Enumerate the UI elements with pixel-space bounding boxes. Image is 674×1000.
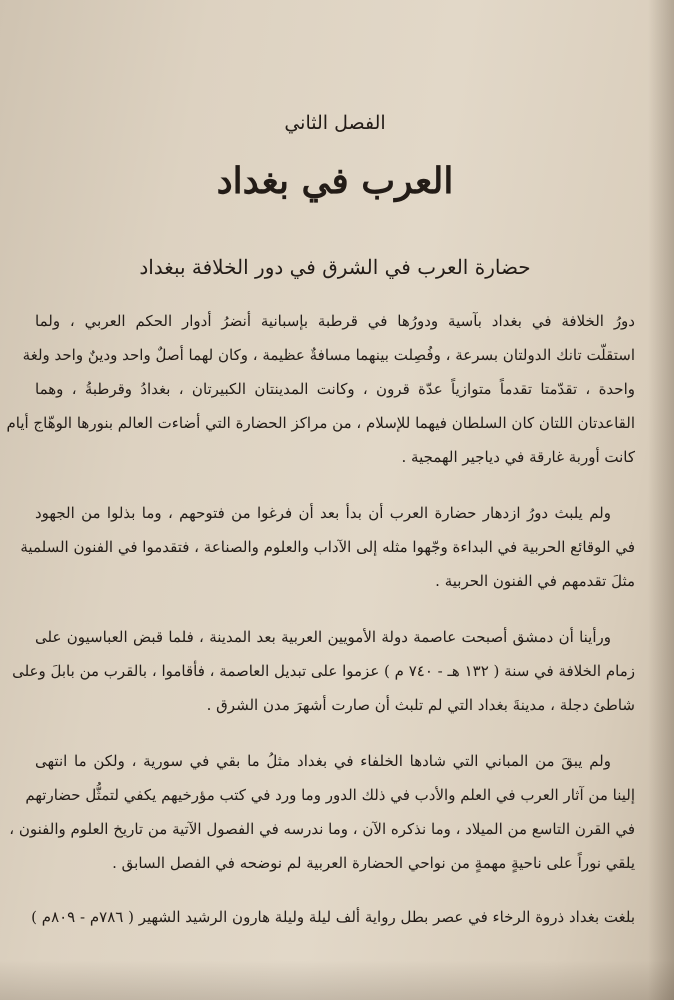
- body-line: دورُ الخلافة في بغداد بآسية ودورُها في قرطبة بإسبانية أنضرُ أدوار الحكم العربي ، ولما: [35, 312, 635, 330]
- section-heading: حضارة العرب في الشرق في دور الخلافة ببغداد: [139, 255, 531, 279]
- body-line: يلقي نوراً على ناحيةٍ مهمةٍ من نواحي الحضارة العربية لم نوضحه في الفصل السابق .: [112, 854, 635, 872]
- chapter-label: الفصل الثاني: [284, 112, 386, 134]
- body-line: كانت أوربة غارقة في دياجير الهمجية .: [401, 448, 635, 466]
- body-line: استقلّت تانك الدولتان بسرعة ، وفُصِلت بينهما مسافةٌ عظيمة ، وكان لهما أصلٌ واحد ودينٌ واحد ولغة: [22, 346, 635, 364]
- body-line: في القرن التاسع من الميلاد ، وما نذكره الآن ، وما ندرسه في الفصول الآتية من تاريخ العلوم والفنون ،: [9, 820, 635, 838]
- body-line: ولم يلبث دورُ ازدهار حضارة العرب أن بدأ بعد أن فرغوا من فتوحهم ، وما بذلوا من الجهود: [35, 504, 611, 522]
- body-line: إلينا من آثار العرب في العلم والأدب في ذلك الدور وما ورد في كتب مؤرخيهم يكفي لتمثُّل حضارتهم: [25, 786, 635, 804]
- page-edge-shadow: [648, 0, 674, 1000]
- body-line: بلغت بغداد ذروة الرخاء في عصر بطل رواية ألف ليلة وليلة هارون الرشيد الشهير ( ٧٨٦م - ٨٠٩م ): [31, 908, 635, 926]
- body-line: القاعدتان اللتان كان السلطان فيهما للإسلام ، من مراكز الحضارة التي أضاءت العالم بنورها الوهّاج أيام: [6, 414, 635, 432]
- chapter-title: العرب في بغداد: [216, 160, 454, 202]
- body-line: ولم يبقَ من المباني التي شادها الخلفاء في بغداد مثلُ ما بقي في سورية ، ولكن ما انتهى: [35, 752, 611, 770]
- body-line: في الوقائع الحربية في البداءة وجّهوا مثله إلى الآداب والعلوم والصناعة ، فتقدموا في الفنون السلمية: [20, 538, 635, 556]
- body-line: مثلَ تقدمهم في الفنون الحربية .: [435, 572, 635, 590]
- body-line: زمام الخلافة في سنة ( ١٣٢ هـ - ٧٤٠ م ) عزموا على تبديل العاصمة ، فأقاموا ، بالقرب من بابلَ وعلى: [12, 662, 635, 680]
- body-line: شاطئ دجلة ، مدينةَ بغداد التي لم تلبث أن صارت أشهرَ مدن الشرق .: [206, 696, 635, 714]
- body-line: واحدة ، تقدّمتا تقدماً متوازياً عدّة قرون ، وكانت المدينتان الكبيرتان ، بغدادُ وقرطبةُ ، وهما: [35, 380, 635, 398]
- body-line: ورأينا أن دمشق أصبحت عاصمة دولة الأمويين العربية بعد المدينة ، فلما قبض العباسيون على: [35, 628, 611, 646]
- page-bottom-shadow: [0, 960, 674, 1000]
